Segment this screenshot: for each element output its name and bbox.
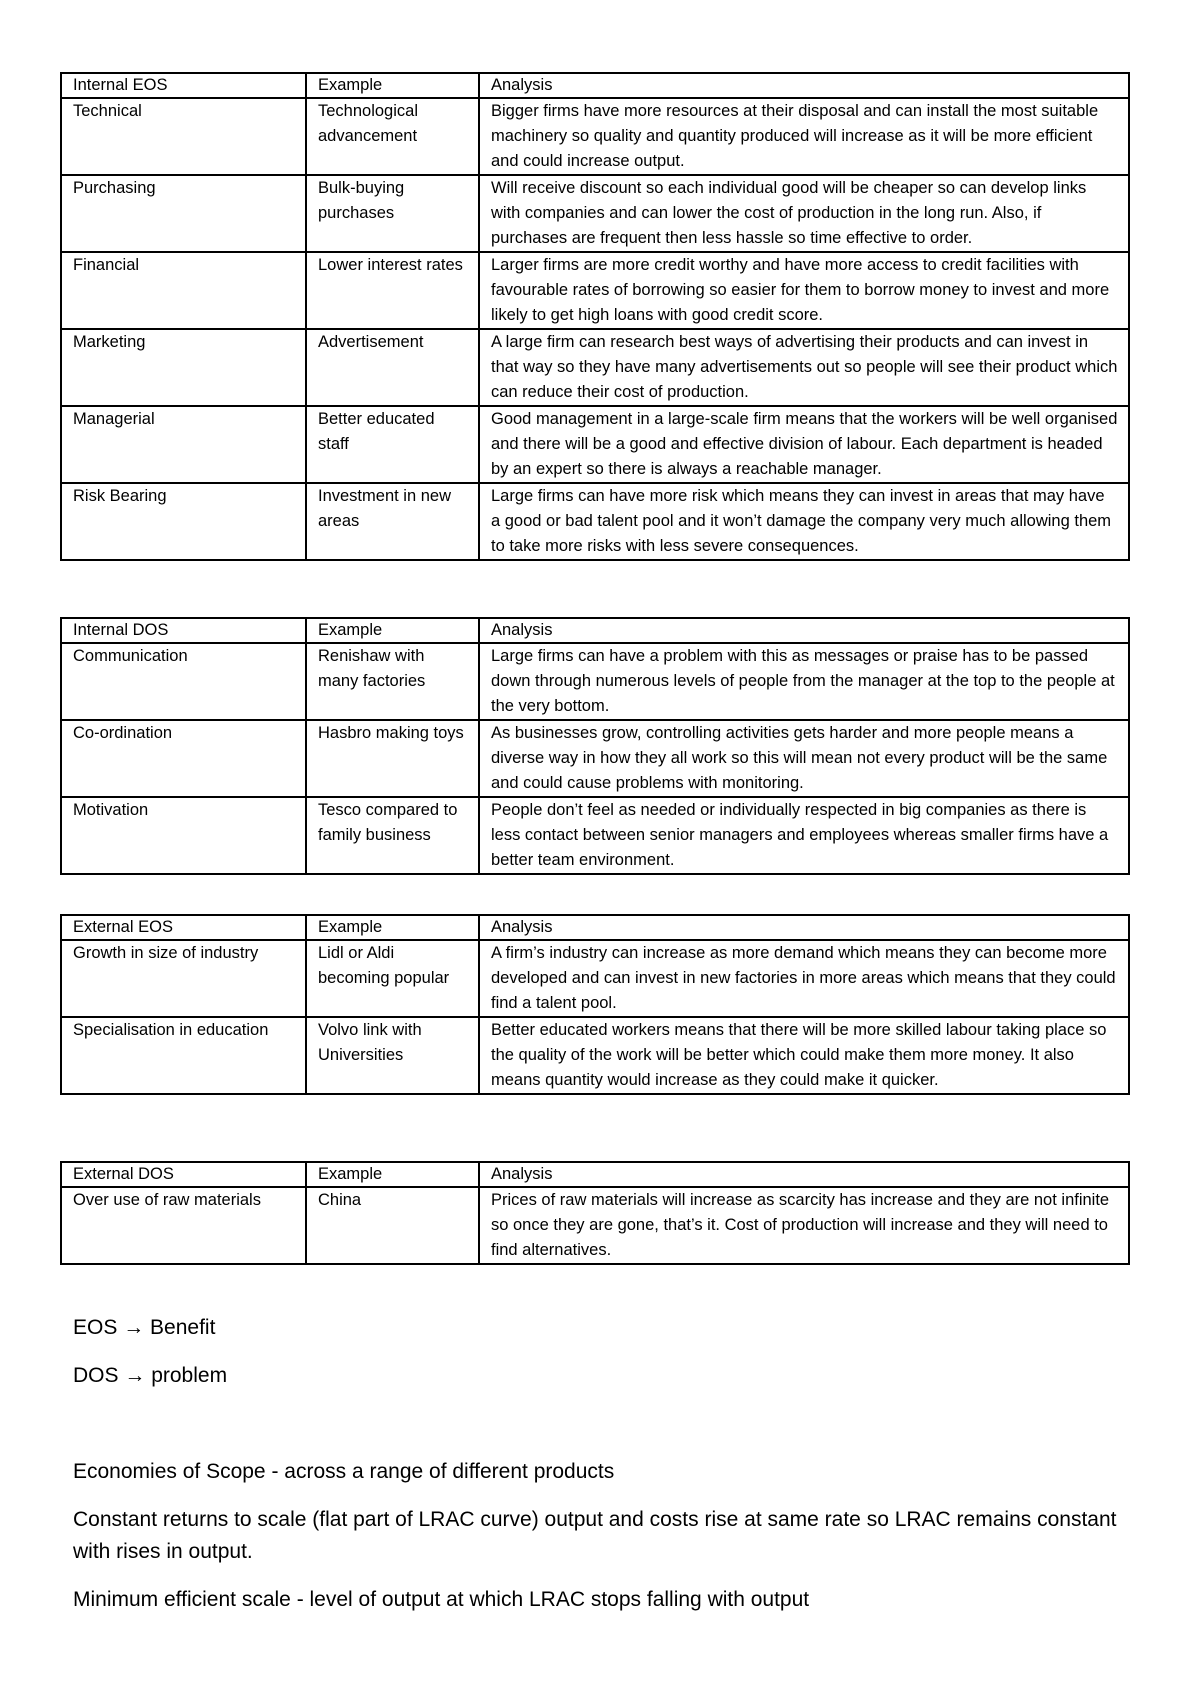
arrow-right-icon: → <box>123 1316 145 1339</box>
analysis-cell: Large firms can have a problem with this as messages or praise has to be passed down through numerous levels of people from the manager at the top to the people at the very bottom. <box>479 643 1129 720</box>
table-header-row <box>61 1162 1129 1187</box>
definition-note: Minimum efficient scale - level of output at which LRAC stops falling with output <box>73 1588 810 1611</box>
table-header-row <box>61 73 1129 98</box>
analysis-cell: Will receive discount so each individual good will be cheaper so can develop links with companies and can lower the cost of production in the long run. Also, if purchases are frequent then less hassle so time effective to order. <box>479 175 1129 252</box>
eos-type-cell: Financial <box>61 252 306 329</box>
summary-section <box>73 1312 1123 1392</box>
column-header: Analysis <box>479 618 1129 643</box>
eos-type-cell: Managerial <box>61 406 306 483</box>
dos-type-cell: Motivation <box>61 797 306 874</box>
dos-type-cell: Communication <box>61 643 306 720</box>
dos-term: DOS <box>73 1364 119 1387</box>
analysis-cell: As businesses grow, controlling activities gets harder and more people means a diverse way in how they all work so this will mean not every product will be the same and could cause problems with monitoring. <box>479 720 1129 797</box>
table-row <box>61 1187 1129 1264</box>
example-cell: Advertisement <box>306 329 479 406</box>
analysis-cell: Prices of raw materials will increase as scarcity has increase and they are not infinite so once they are gone, that’s it. Cost of production will increase and they will need to find alternatives. <box>479 1187 1129 1264</box>
internal-dos-table <box>60 617 1130 875</box>
table-row <box>61 252 1129 329</box>
example-cell: Renishaw with many factories <box>306 643 479 720</box>
eos-summary-line <box>73 1312 1123 1344</box>
example-cell: Volvo link with Universities <box>306 1017 479 1094</box>
column-header: Analysis <box>479 915 1129 940</box>
example-cell: Tesco compared to family business <box>306 797 479 874</box>
column-header: Example <box>306 73 479 98</box>
analysis-cell: A large firm can research best ways of advertising their products and can invest in that way so they have many advertisements out so people will see their product which can reduce their cost of production. <box>479 329 1129 406</box>
table-header-row <box>61 618 1129 643</box>
dos-meaning: problem <box>151 1364 228 1387</box>
table-row <box>61 643 1129 720</box>
eos-meaning: Benefit <box>150 1316 216 1339</box>
example-cell: Better educated staff <box>306 406 479 483</box>
definitions-section <box>73 1456 1123 1616</box>
table-row <box>61 175 1129 252</box>
table-row <box>61 406 1129 483</box>
table-row <box>61 797 1129 874</box>
analysis-cell: Better educated workers means that there will be more skilled labour taking place so the quality of the work will be better which could make them more money. It also means quantity would increase as they could make it quicker. <box>479 1017 1129 1094</box>
example-cell: Bulk-buying purchases <box>306 175 479 252</box>
dos-type-cell: Co-ordination <box>61 720 306 797</box>
column-header: Internal EOS <box>61 73 306 98</box>
analysis-cell: Bigger firms have more resources at their disposal and can install the most suitable machinery so quality and quantity produced will increase as it will be more efficient and could increase output. <box>479 98 1129 175</box>
eos-type-cell: Technical <box>61 98 306 175</box>
table-row <box>61 720 1129 797</box>
column-header: Example <box>306 618 479 643</box>
eos-type-cell: Growth in size of industry <box>61 940 306 1017</box>
example-cell: Hasbro making toys <box>306 720 479 797</box>
dos-summary-line <box>73 1360 1123 1392</box>
eos-term: EOS <box>73 1316 118 1339</box>
definition-note: Economies of Scope - across a range of different products <box>73 1460 615 1483</box>
column-header: Analysis <box>479 1162 1129 1187</box>
analysis-cell: People don’t feel as needed or individually respected in big companies as there is less contact between senior managers and employees whereas smaller firms have a better team environment. <box>479 797 1129 874</box>
example-cell: Lidl or Aldi becoming popular <box>306 940 479 1017</box>
eos-type-cell: Marketing <box>61 329 306 406</box>
external-dos-table <box>60 1161 1130 1265</box>
column-header: Example <box>306 915 479 940</box>
eos-type-cell: Risk Bearing <box>61 483 306 560</box>
table-row <box>61 1017 1129 1094</box>
column-header: Internal DOS <box>61 618 306 643</box>
arrow-right-icon: → <box>124 1364 146 1387</box>
example-cell: China <box>306 1187 479 1264</box>
column-header: Analysis <box>479 73 1129 98</box>
column-header: External DOS <box>61 1162 306 1187</box>
analysis-cell: Larger firms are more credit worthy and have more access to credit facilities with favourable rates of borrowing so easier for them to borrow money to invest and more likely to get high loans with good credit score. <box>479 252 1129 329</box>
table-row <box>61 329 1129 406</box>
analysis-cell: Large firms can have more risk which means they can invest in areas that may have a good or bad talent pool and it won’t damage the company very much allowing them to take more risks with less severe consequences. <box>479 483 1129 560</box>
external-eos-table <box>60 914 1130 1095</box>
example-cell: Investment in new areas <box>306 483 479 560</box>
table-header-row <box>61 915 1129 940</box>
definition-note: Constant returns to scale (flat part of LRAC curve) output and costs rise at same rate so LRAC remains constant with rises in output. <box>73 1508 1117 1563</box>
analysis-cell: A firm’s industry can increase as more demand which means they can become more developed and can invest in new factories in more areas which means that they could find a talent pool. <box>479 940 1129 1017</box>
internal-eos-table <box>60 72 1130 561</box>
table-row <box>61 940 1129 1017</box>
eos-type-cell: Purchasing <box>61 175 306 252</box>
example-cell: Lower interest rates <box>306 252 479 329</box>
dos-type-cell: Over use of raw materials <box>61 1187 306 1264</box>
table-row <box>61 483 1129 560</box>
column-header: External EOS <box>61 915 306 940</box>
table-row <box>61 98 1129 175</box>
example-cell: Technological advancement <box>306 98 479 175</box>
analysis-cell: Good management in a large-scale firm means that the workers will be well organised and there will be a good and effective division of labour. Each department is headed by an expert so there is always a reachable manager. <box>479 406 1129 483</box>
column-header: Example <box>306 1162 479 1187</box>
eos-type-cell: Specialisation in education <box>61 1017 306 1094</box>
